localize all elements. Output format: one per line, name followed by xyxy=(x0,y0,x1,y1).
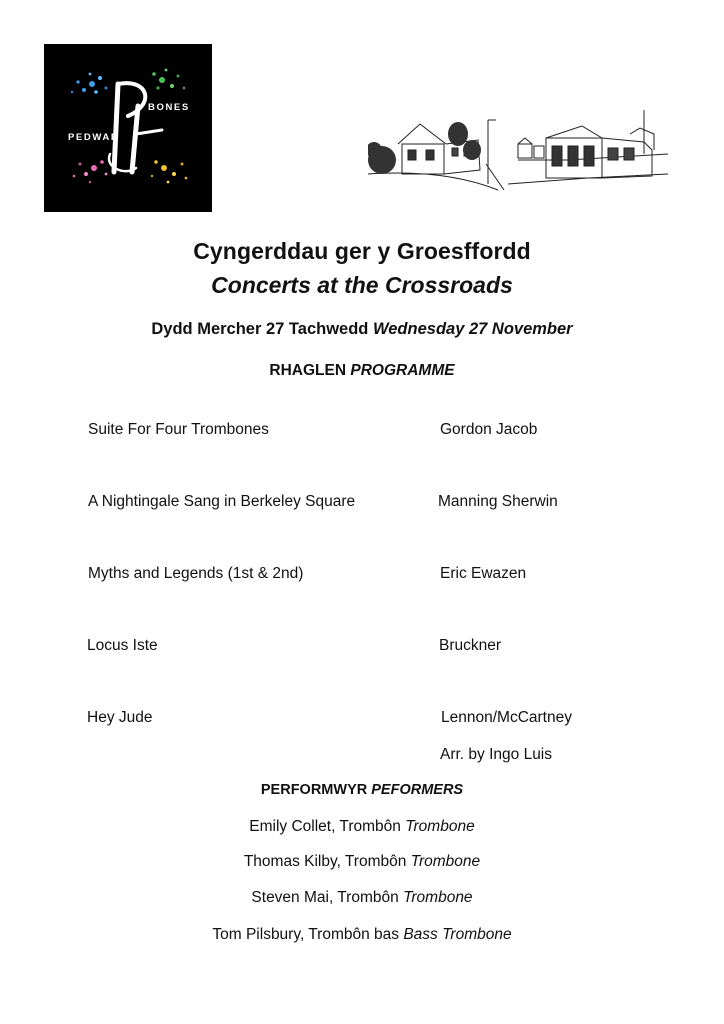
performer-entry xyxy=(0,853,724,871)
logo-splash-yellow xyxy=(151,160,188,183)
logo-word-left: PEDWAR xyxy=(68,132,120,143)
programme-item-composer: Gordon Jacob xyxy=(440,421,538,438)
concert-title-english: Concerts at the Crossroads xyxy=(211,272,513,298)
programme-item-composer: Manning Sherwin xyxy=(438,493,558,510)
logo-word-right: BONES xyxy=(148,102,190,113)
programme-item-title: Myths and Legends (1st & 2nd) xyxy=(88,565,304,582)
concert-title-welsh: Cyngerddau ger y Groesffordd xyxy=(193,238,531,264)
programme-item-title: A Nightingale Sang in Berkeley Square xyxy=(88,493,356,510)
logo-splash-blue xyxy=(71,73,108,94)
performer-instrument: Trombone xyxy=(405,818,475,835)
performers-heading xyxy=(0,782,724,798)
performer-entry xyxy=(0,889,724,907)
performer-instrument: Bass Trombone xyxy=(403,926,512,943)
performer-entry xyxy=(0,818,724,836)
programme-heading-english: PROGRAMME xyxy=(350,362,455,379)
crossroads-sketch-illustration xyxy=(368,94,670,198)
performer-name: Thomas Kilby, Trombôn xyxy=(243,853,407,870)
programme-item-title: Suite For Four Trombones xyxy=(88,421,269,438)
performer-instrument: Trombone xyxy=(403,889,473,906)
concert-date xyxy=(0,320,724,339)
programme-item-composer: Lennon/McCartney xyxy=(441,709,572,726)
performer-instrument: Trombone xyxy=(410,853,481,870)
street-drawing xyxy=(368,94,670,198)
programme-item-arranger: Arr. by Ingo Luis xyxy=(440,746,553,763)
sketch-distant-houses xyxy=(518,138,544,158)
programme-heading xyxy=(0,362,724,380)
logo-splash-green xyxy=(152,69,185,90)
programme-item-title: Hey Jude xyxy=(87,709,153,726)
logo-artwork xyxy=(44,44,212,212)
performer-entry xyxy=(0,926,724,944)
sketch-hall-right xyxy=(546,126,654,178)
performers-heading-welsh: PERFORMWYR xyxy=(260,782,368,798)
performer-name: Tom Pilsbury, Trombôn bas xyxy=(212,926,400,943)
date-welsh: Dydd Mercher 27 Tachwedd xyxy=(151,320,369,338)
logo-monogram xyxy=(109,83,162,172)
programme-item-title: Locus Iste xyxy=(87,637,158,654)
programme-item-composer: Eric Ewazen xyxy=(440,565,527,582)
date-english: Wednesday 27 November xyxy=(372,320,573,338)
pedwar-bones-logo xyxy=(44,44,212,212)
performer-name: Emily Collet, Trombôn xyxy=(249,818,401,835)
programme-item-composer: Bruckner xyxy=(439,637,502,654)
programme-heading-welsh: RHAGLEN xyxy=(269,362,347,379)
performers-heading-english: PEFORMERS xyxy=(371,782,464,798)
sketch-trees xyxy=(368,122,481,174)
performer-name: Steven Mai, Trombôn xyxy=(251,889,399,906)
logo-splash-pink xyxy=(73,160,108,183)
